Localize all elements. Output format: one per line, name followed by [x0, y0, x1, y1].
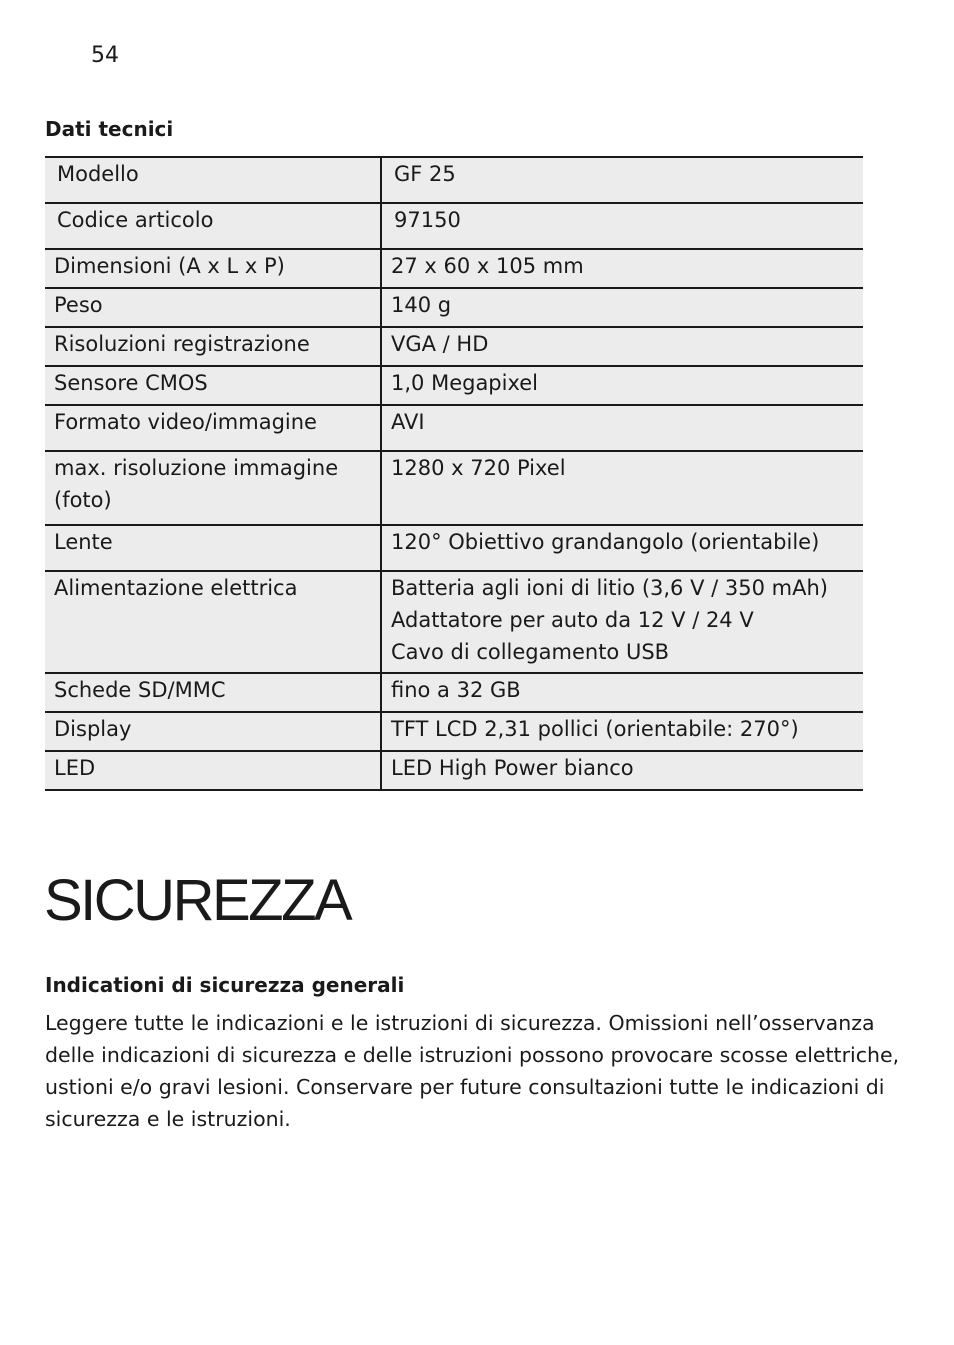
tech-specs-table: [45, 156, 863, 791]
table-row: [45, 288, 863, 327]
spec-value: AVI: [381, 405, 863, 451]
spec-label: Risoluzioni registrazione: [45, 327, 381, 366]
spec-label: Peso: [45, 288, 381, 327]
spec-value: TFT LCD 2,31 pollici (orientabile: 270°): [381, 712, 863, 751]
spec-value-line: Adattatore per auto da 12 V / 24 V: [391, 608, 754, 632]
spec-label: Schede SD/MMC: [45, 673, 381, 712]
table-row: [45, 571, 863, 673]
paragraph-line: delle indicazioni di sicurezza e delle istruzioni possono provocare scosse elettriche,: [45, 1043, 900, 1067]
spec-label: Modello: [45, 157, 381, 203]
spec-label: LED: [45, 751, 381, 790]
spec-value-line: Cavo di collegamento USB: [391, 640, 670, 664]
spec-value: 120° Obiettivo grandangolo (orientabile): [381, 525, 863, 571]
spec-value: 140 g: [381, 288, 863, 327]
table-row: [45, 157, 863, 203]
spec-value: LED High Power bianco: [381, 751, 863, 790]
spec-value: GF 25: [381, 157, 863, 203]
spec-value: 97150: [381, 203, 863, 249]
spec-value: 27 x 60 x 105 mm: [381, 249, 863, 288]
paragraph-line: Leggere tutte le indicazioni e le istruzioni di sicurezza. Omissioni nell’osservanza: [45, 1011, 875, 1035]
spec-label: Alimentazione elettrica: [45, 571, 381, 673]
spec-label: Lente: [45, 525, 381, 571]
spec-label: Formato video/immagine: [45, 405, 381, 451]
safety-paragraph: [45, 1007, 900, 1135]
table-row: [45, 525, 863, 571]
table-row: [45, 451, 863, 525]
spec-label: Sensore CMOS: [45, 366, 381, 405]
safety-title: SICUREZZA: [44, 868, 351, 933]
table-row: [45, 366, 863, 405]
table-row: [45, 673, 863, 712]
spec-label: Codice articolo: [45, 203, 381, 249]
spec-value: 1,0 Megapixel: [381, 366, 863, 405]
spec-label: [45, 451, 381, 525]
spec-value-line: Batteria agli ioni di litio (3,6 V / 350 mAh): [391, 576, 828, 600]
spec-value: 1280 x 720 Pixel: [381, 451, 863, 525]
table-row: [45, 405, 863, 451]
spec-value: fino a 32 GB: [381, 673, 863, 712]
spec-value: [381, 571, 863, 673]
table-row: [45, 751, 863, 790]
table-row: [45, 712, 863, 751]
table-row: [45, 203, 863, 249]
spec-label: Dimensioni (A x L x P): [45, 249, 381, 288]
safety-subheading: Indicationi di sicurezza generali: [45, 973, 405, 997]
table-row: [45, 249, 863, 288]
paragraph-line: sicurezza e le istruzioni.: [45, 1107, 291, 1131]
paragraph-line: ustioni e/o gravi lesioni. Conservare per future consultazioni tutte le indicazioni di: [45, 1075, 885, 1099]
spec-label-line: (foto): [54, 488, 112, 512]
section-heading-tech-data: Dati tecnici: [45, 117, 174, 141]
spec-label: Display: [45, 712, 381, 751]
page-number: 54: [91, 43, 119, 68]
table-row: [45, 327, 863, 366]
spec-value: VGA / HD: [381, 327, 863, 366]
spec-label-line: max. risoluzione immagine: [54, 456, 339, 480]
